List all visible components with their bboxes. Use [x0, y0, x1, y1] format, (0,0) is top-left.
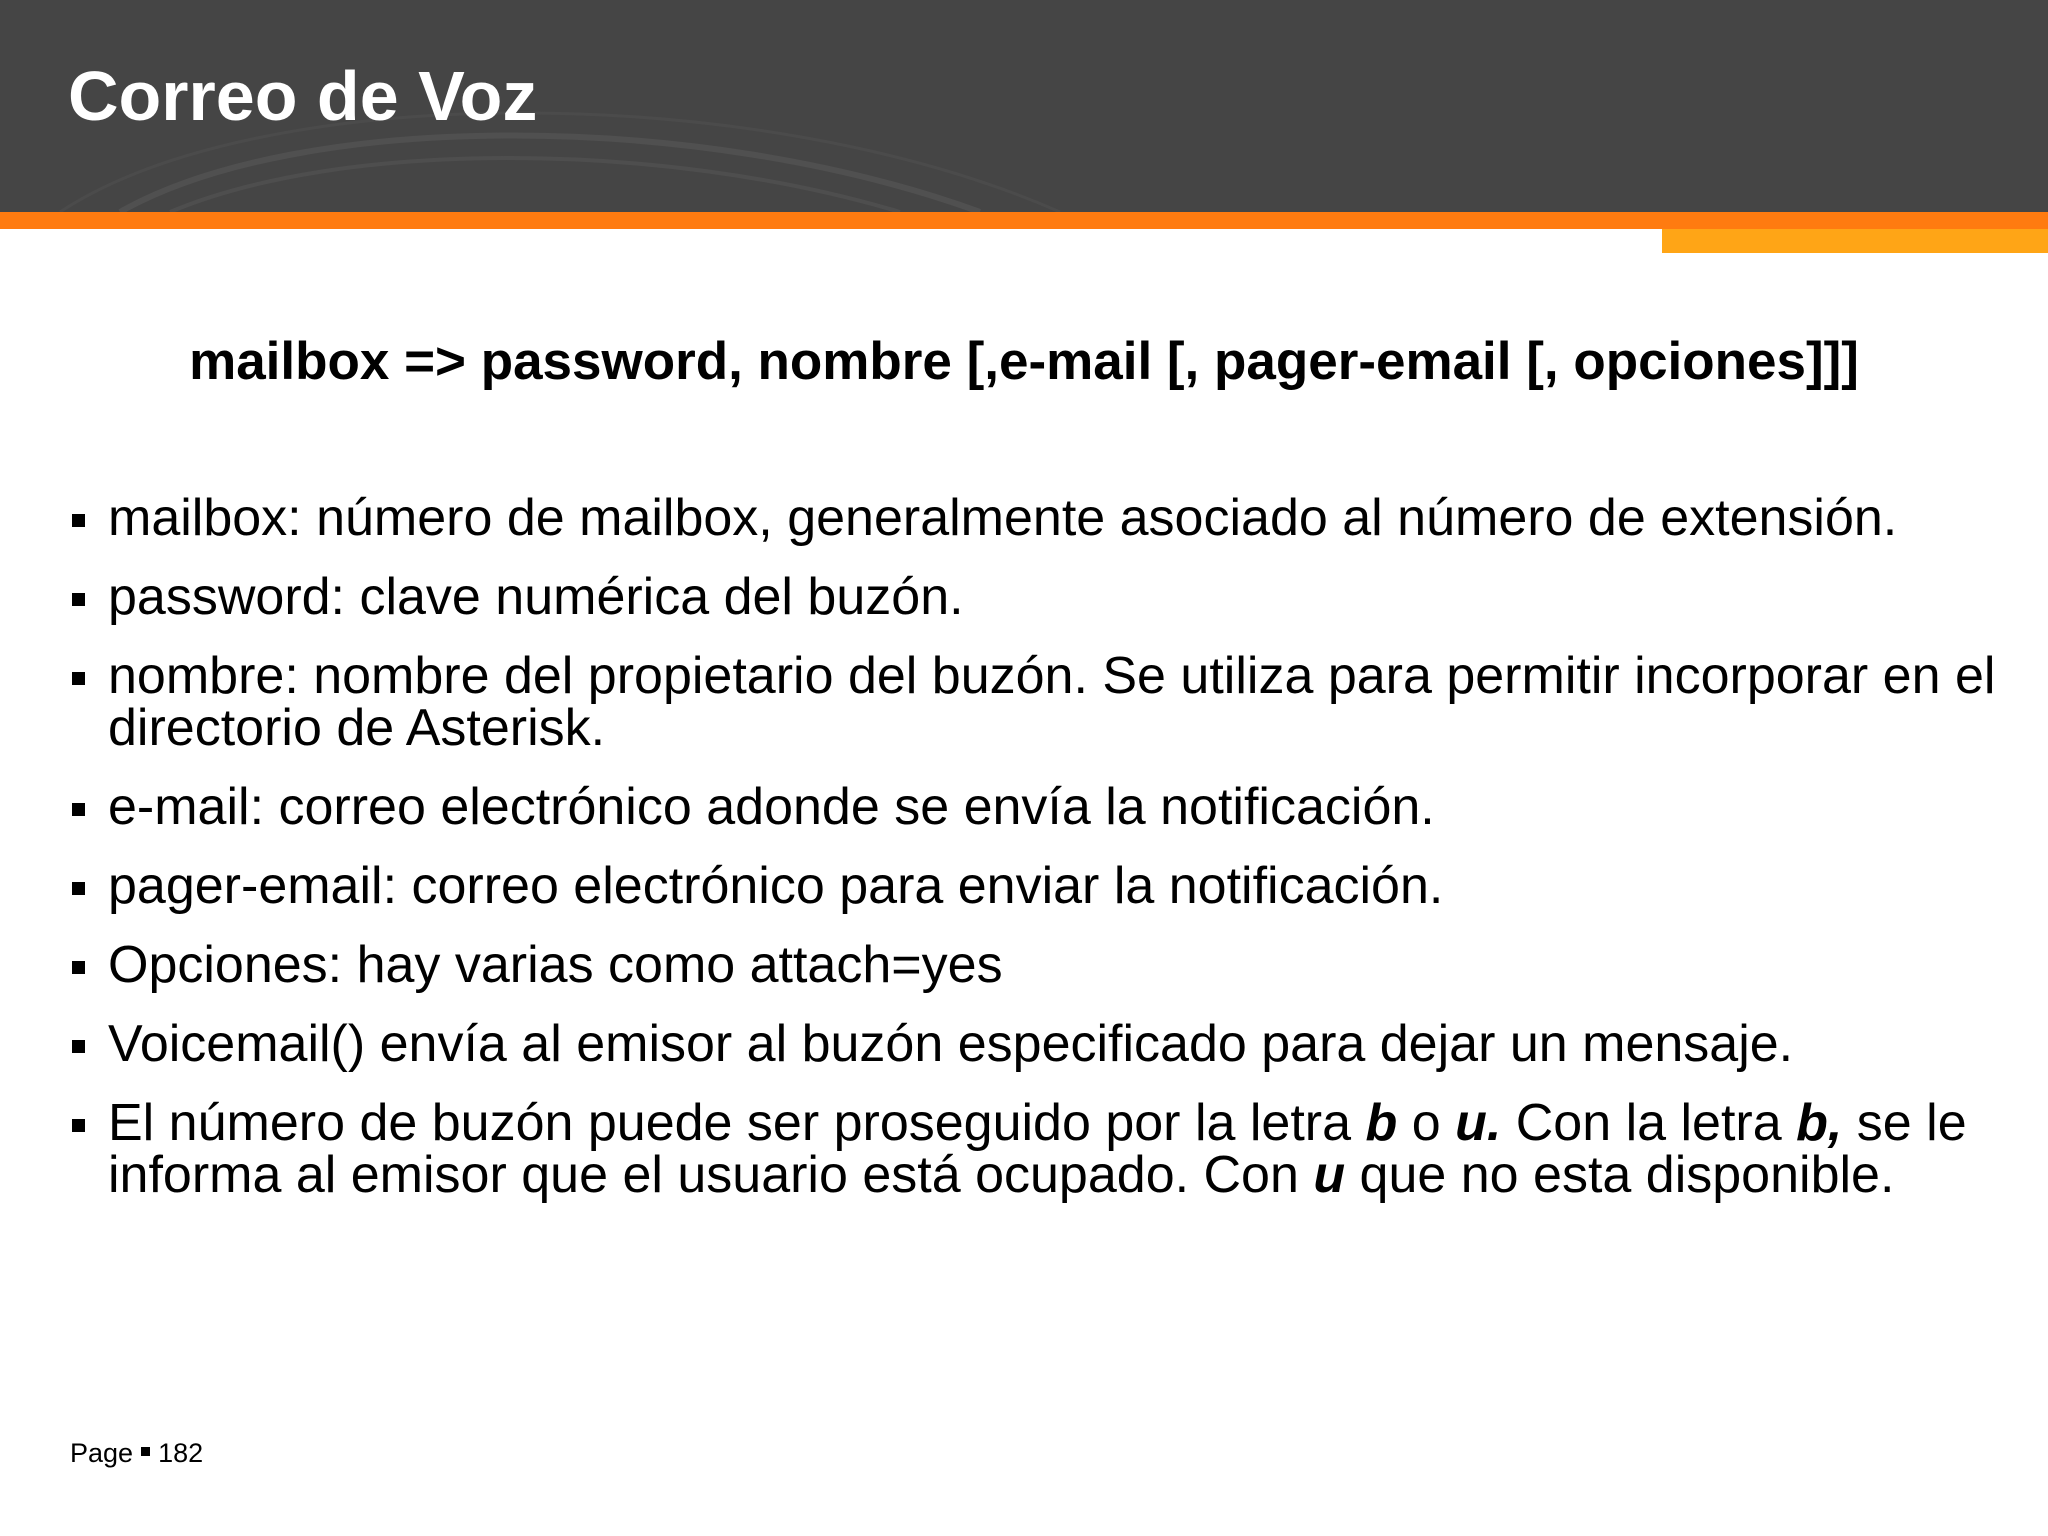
- bullet-text: Opciones: hay varias como attach=yes: [108, 936, 1003, 994]
- header-bar: [0, 0, 2048, 212]
- bullet-text-part: El número de buzón puede ser proseguido por la letra: [108, 1094, 1366, 1152]
- square-separator-icon: [141, 1447, 150, 1456]
- bullet-text: Voicemail() envía al emisor al buzón especificado para dejar un mensaje.: [108, 1015, 1794, 1073]
- bullet-text: [108, 1094, 1967, 1204]
- square-bullet-icon: [72, 672, 85, 685]
- square-bullet-icon: [72, 961, 85, 974]
- bullet-item-email: [70, 778, 2020, 836]
- bold-letter-u: u.: [1455, 1094, 1502, 1152]
- square-bullet-icon: [72, 1040, 85, 1053]
- bullet-text: password: clave numérica del buzón.: [108, 568, 964, 626]
- bullet-item-opciones: [70, 936, 2020, 994]
- bullet-text: e-mail: correo electrónico adonde se envía la notificación.: [108, 778, 1435, 836]
- square-bullet-icon: [72, 882, 85, 895]
- bullet-item-password: [70, 568, 2020, 626]
- bullet-item-pager-email: [70, 857, 2020, 915]
- bullet-text: mailbox: número de mailbox, generalmente asociado al número de extensión.: [108, 489, 1898, 547]
- bullet-list: [70, 489, 2020, 1228]
- bullet-text-part: Con la letra: [1501, 1094, 1797, 1152]
- syntax-line: mailbox => password, nombre [,e-mail [, pager-email [, opciones]]]: [189, 332, 1859, 391]
- bullet-item-mailbox: [70, 489, 2020, 547]
- bullet-text-part: se le informa al emisor que el usuario está ocupado. Con: [108, 1094, 1967, 1204]
- page-label: Page: [70, 1438, 134, 1468]
- bullet-item-buzon-letras: [70, 1094, 2020, 1204]
- slide-title: Correo de Voz: [68, 57, 538, 135]
- orange-accent-tab: [1662, 229, 2048, 253]
- page-number: [70, 1438, 203, 1469]
- bullet-text-part: o: [1397, 1094, 1456, 1152]
- bullet-text: nombre: nombre del propietario del buzón. Se utiliza para permitir incorporar en el directorio de Asterisk.: [108, 647, 1996, 757]
- bold-letter-b: b,: [1796, 1094, 1843, 1152]
- bullet-item-nombre: [70, 647, 2020, 757]
- bold-letter-b: b: [1365, 1094, 1398, 1152]
- bullet-text: pager-email: correo electrónico para enviar la notificación.: [108, 857, 1444, 915]
- square-bullet-icon: [72, 1119, 85, 1132]
- page-number-value: 182: [158, 1438, 204, 1468]
- bold-letter-u: u: [1313, 1146, 1346, 1204]
- bullet-text-part: que no esta disponible.: [1345, 1146, 1895, 1204]
- square-bullet-icon: [72, 803, 85, 816]
- square-bullet-icon: [72, 514, 85, 527]
- bullet-item-voicemail: [70, 1015, 2020, 1073]
- square-bullet-icon: [72, 593, 85, 606]
- orange-accent-bar: [0, 212, 2048, 229]
